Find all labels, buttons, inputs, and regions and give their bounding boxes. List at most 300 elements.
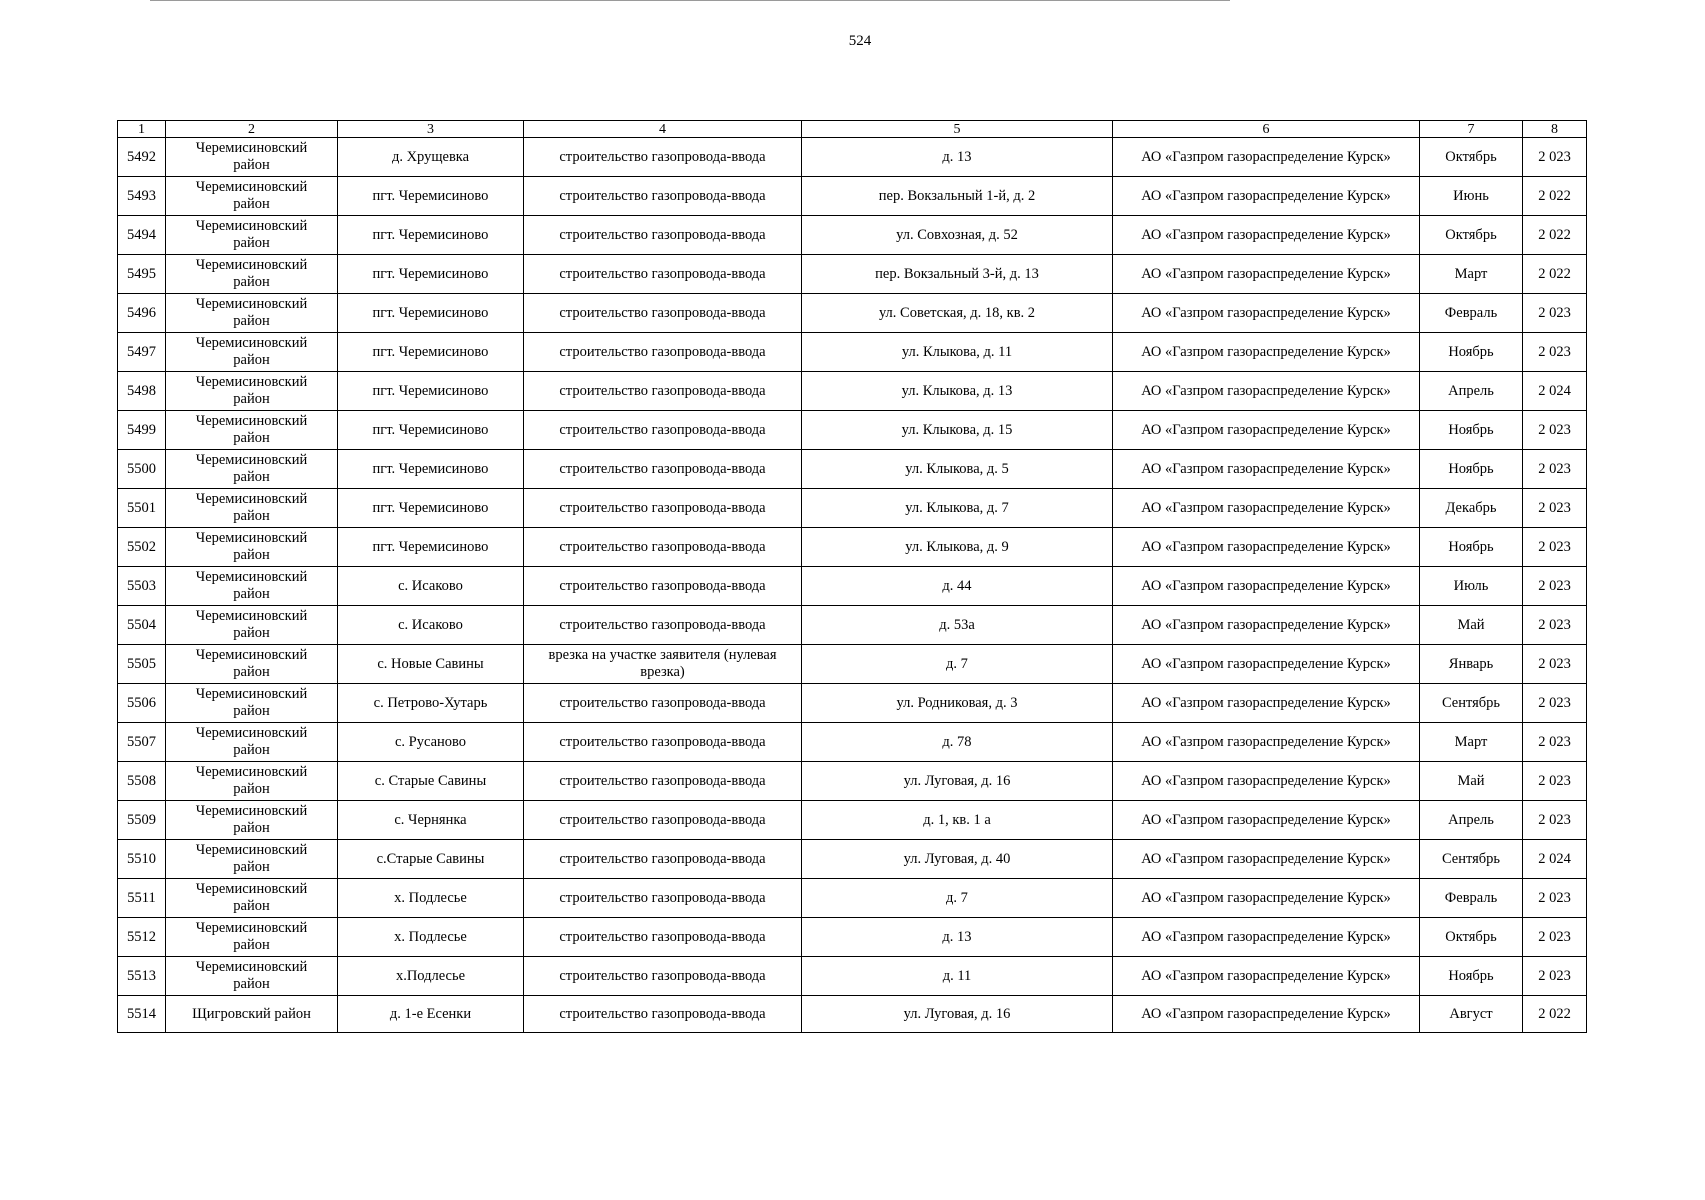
year-cell [1523,684,1587,723]
row-number-cell-text: 5501 [127,499,156,516]
address-cell-text: ул. Клыкова, д. 5 [905,460,1009,477]
year-cell [1523,489,1587,528]
locality-cell [338,450,524,489]
district-cell-line: Черемисиновский [195,842,308,858]
row-number-cell [118,294,166,333]
address-cell [802,879,1113,918]
organization-cell [1113,294,1420,333]
month-cell [1420,762,1523,801]
address-cell-text: ул. Совхозная, д. 52 [896,226,1018,243]
row-number-cell [118,762,166,801]
locality-cell-text: с. Старые Савины [374,772,487,789]
work-type-cell [524,840,802,879]
month-cell [1420,177,1523,216]
district-cell [166,684,338,723]
organization-cell [1113,450,1420,489]
district-cell-line: Черемисиновский [195,959,308,975]
month-cell [1420,567,1523,606]
row-number-cell [118,528,166,567]
organization-cell [1113,606,1420,645]
address-cell-text: ул. Луговая, д. 40 [903,850,1011,867]
table-row [118,801,1587,840]
column-header: 7 [1420,121,1523,138]
month-cell [1420,840,1523,879]
address-cell-text: д. 11 [942,967,972,984]
row-number-cell [118,645,166,684]
locality-cell [338,879,524,918]
locality-cell-text: пгт. Черемисиново [372,421,489,438]
district-cell-line: Черемисиновский [195,296,308,312]
organization-cell-text: АО «Газпром газораспределение Курск» [1141,928,1391,945]
month-cell [1420,996,1523,1033]
district-cell-line: Черемисиновский [195,335,308,351]
row-number-cell [118,840,166,879]
work-type-cell [524,723,802,762]
address-cell-text: ул. Клыкова, д. 7 [905,499,1009,516]
organization-cell-text: АО «Газпром газораспределение Курск» [1141,811,1391,828]
work-type-cell [524,606,802,645]
work-type-cell-line: строительство газопровода-ввода [559,811,766,828]
locality-cell-text: пгт. Черемисиново [372,343,489,360]
organization-cell [1113,333,1420,372]
year-cell [1523,801,1587,840]
district-cell [166,372,338,411]
locality-cell-text: х. Подлесье [394,889,467,906]
address-cell-text: д. 78 [942,733,972,750]
table-row [118,684,1587,723]
work-type-cell [524,294,802,333]
work-type-cell-line: строительство газопровода-ввода [559,304,766,321]
row-number-cell [118,918,166,957]
month-cell-text: Сентябрь [1441,694,1501,711]
address-cell-text: ул. Родниковая, д. 3 [896,694,1018,711]
locality-cell-text: пгт. Черемисиново [372,226,489,243]
district-cell [166,918,338,957]
table-row [118,216,1587,255]
row-number-cell-text: 5500 [127,460,156,477]
locality-cell [338,801,524,840]
district-cell-line: Черемисиновский [195,764,308,780]
year-cell-text: 2 023 [1538,538,1571,555]
locality-cell [338,255,524,294]
address-cell [802,801,1113,840]
address-cell [802,645,1113,684]
year-cell [1523,996,1587,1033]
district-cell-line: район [233,508,270,524]
table-row [118,606,1587,645]
month-cell-text: Декабрь [1445,499,1497,516]
address-cell [802,372,1113,411]
district-cell-line: Черемисиновский [195,452,308,468]
locality-cell [338,606,524,645]
locality-cell-text: с. Чернянка [394,811,467,828]
district-cell [166,645,338,684]
row-number-cell [118,333,166,372]
year-cell-text: 2 023 [1538,889,1571,906]
work-type-cell-line: строительство газопровода-ввода [559,382,766,399]
locality-cell-text: с. Новые Савины [377,655,484,672]
year-cell [1523,216,1587,255]
row-number-cell-text: 5507 [127,733,156,750]
work-type-cell [524,177,802,216]
address-cell-text: ул. Клыкова, д. 15 [901,421,1013,438]
district-cell [166,138,338,177]
address-cell [802,762,1113,801]
table-row [118,450,1587,489]
month-cell-text: Июль [1453,577,1489,594]
month-cell [1420,411,1523,450]
locality-cell-text: пгт. Черемисиново [372,499,489,516]
month-cell [1420,684,1523,723]
locality-cell-text: с. Русаново [394,733,467,750]
district-cell-line: Черемисиновский [195,608,308,624]
row-number-cell [118,372,166,411]
work-type-cell [524,957,802,996]
column-header: 1 [118,121,166,138]
district-cell-line: Черемисиновский [195,140,308,156]
row-number-cell-text: 5512 [127,928,156,945]
work-type-cell-line: строительство газопровода-ввода [559,421,766,438]
column-header: 5 [802,121,1113,138]
month-cell-text: Август [1449,1005,1493,1022]
district-cell-line: район [233,664,270,680]
month-cell [1420,528,1523,567]
address-cell-text: д. 7 [946,655,968,672]
district-cell-line: район [233,742,270,758]
month-cell-text: Ноябрь [1448,460,1494,477]
district-cell-line: район [233,820,270,836]
locality-cell [338,957,524,996]
work-type-cell-line: строительство газопровода-ввода [559,343,766,360]
locality-cell [338,216,524,255]
year-cell [1523,762,1587,801]
address-cell-text: д. 13 [942,148,972,165]
month-cell [1420,489,1523,528]
row-number-cell [118,138,166,177]
district-cell-line: район [233,391,270,407]
row-number-cell-text: 5509 [127,811,156,828]
district-cell-line: район [233,430,270,446]
organization-cell [1113,996,1420,1033]
district-cell-line: район [233,196,270,212]
work-type-cell [524,645,802,684]
organization-cell [1113,684,1420,723]
work-type-cell [524,216,802,255]
district-cell [166,450,338,489]
row-number-cell-text: 5493 [127,187,156,204]
work-type-cell-line: строительство газопровода-ввода [559,1005,766,1022]
year-cell-text: 2 023 [1538,655,1571,672]
district-cell-line: район [233,586,270,602]
locality-cell-text: х.Подлесье [395,967,466,984]
district-cell-line: Черемисиновский [195,530,308,546]
year-cell-text: 2 023 [1538,499,1571,516]
year-cell-text: 2 023 [1538,694,1571,711]
year-cell-text: 2 023 [1538,733,1571,750]
month-cell-text: Октябрь [1445,148,1497,165]
year-cell-text: 2 022 [1538,1005,1571,1022]
row-number-cell [118,489,166,528]
year-cell [1523,528,1587,567]
table-row [118,489,1587,528]
address-cell [802,294,1113,333]
table-row [118,372,1587,411]
organization-cell [1113,177,1420,216]
header-row [118,121,1587,138]
district-cell-line: район [233,313,270,329]
address-cell-text: ул. Клыкова, д. 11 [901,343,1013,360]
address-cell [802,528,1113,567]
work-type-cell-line: строительство газопровода-ввода [559,850,766,867]
row-number-cell-text: 5495 [127,265,156,282]
district-cell [166,528,338,567]
table-row [118,645,1587,684]
district-cell [166,216,338,255]
table-row [118,723,1587,762]
work-type-cell [524,333,802,372]
month-cell-text: Май [1457,772,1485,789]
address-cell-text: д. 13 [942,928,972,945]
year-cell [1523,606,1587,645]
organization-cell-text: АО «Газпром газораспределение Курск» [1141,967,1391,984]
locality-cell-text: пгт. Черемисиново [372,265,489,282]
table-row [118,762,1587,801]
month-cell-text: Март [1454,733,1488,750]
year-cell [1523,840,1587,879]
district-cell-line: район [233,859,270,875]
work-type-cell-line: строительство газопровода-ввода [559,226,766,243]
organization-cell-text: АО «Газпром газораспределение Курск» [1141,226,1391,243]
district-cell-line: район [233,352,270,368]
locality-cell [338,294,524,333]
year-cell-text: 2 023 [1538,967,1571,984]
organization-cell [1113,801,1420,840]
organization-cell [1113,489,1420,528]
address-cell [802,138,1113,177]
district-cell-line: Черемисиновский [195,413,308,429]
year-cell [1523,957,1587,996]
district-cell-line: Щигровский район [192,1005,311,1022]
month-cell-text: Апрель [1448,382,1494,399]
locality-cell [338,372,524,411]
organization-cell-text: АО «Газпром газораспределение Курск» [1141,616,1391,633]
organization-cell-text: АО «Газпром газораспределение Курск» [1141,772,1391,789]
district-cell-line: район [233,703,270,719]
district-cell-line: Черемисиновский [195,569,308,585]
address-cell [802,996,1113,1033]
row-number-cell-text: 5506 [127,694,156,711]
work-type-cell [524,567,802,606]
month-cell [1420,372,1523,411]
district-cell-line: район [233,976,270,992]
row-number-cell [118,957,166,996]
year-cell-text: 2 024 [1538,382,1571,399]
locality-cell [338,762,524,801]
month-cell [1420,450,1523,489]
work-type-cell [524,138,802,177]
row-number-cell-text: 5498 [127,382,156,399]
month-cell-text: Апрель [1448,811,1494,828]
district-cell [166,606,338,645]
table-row [118,567,1587,606]
month-cell [1420,801,1523,840]
district-cell-line: район [233,157,270,173]
work-type-cell [524,762,802,801]
table-row [118,411,1587,450]
organization-cell [1113,411,1420,450]
work-type-cell-line: строительство газопровода-ввода [559,694,766,711]
organization-cell-text: АО «Газпром газораспределение Курск» [1141,499,1391,516]
work-type-cell-line: строительство газопровода-ввода [559,499,766,516]
month-cell-text: Июнь [1453,187,1489,204]
locality-cell [338,645,524,684]
row-number-cell [118,723,166,762]
organization-cell [1113,255,1420,294]
year-cell-text: 2 022 [1538,226,1571,243]
row-number-cell [118,606,166,645]
table-row [118,177,1587,216]
row-number-cell-text: 5503 [127,577,156,594]
year-cell [1523,294,1587,333]
year-cell-text: 2 023 [1538,616,1571,633]
year-cell-text: 2 023 [1538,577,1571,594]
work-type-cell-line: строительство газопровода-ввода [559,538,766,555]
row-number-cell [118,450,166,489]
year-cell-text: 2 023 [1538,811,1571,828]
work-type-cell-line: строительство газопровода-ввода [559,772,766,789]
row-number-cell [118,567,166,606]
locality-cell [338,333,524,372]
address-cell [802,918,1113,957]
top-rule [150,0,1230,1]
address-cell-text: д. 44 [942,577,972,594]
organization-cell [1113,840,1420,879]
address-cell [802,177,1113,216]
work-type-cell [524,684,802,723]
organization-cell-text: АО «Газпром газораспределение Курск» [1141,577,1391,594]
month-cell-text: Ноябрь [1448,967,1494,984]
address-cell-text: д. 1, кв. 1 а [923,811,991,828]
district-cell [166,177,338,216]
organization-cell [1113,216,1420,255]
table-body [118,138,1587,1033]
table-row [118,138,1587,177]
month-cell-text: Март [1454,265,1488,282]
column-header: 8 [1523,121,1587,138]
organization-cell [1113,957,1420,996]
district-cell-line: Черемисиновский [195,686,308,702]
locality-cell [338,567,524,606]
row-number-cell-text: 5510 [127,850,156,867]
work-type-cell [524,879,802,918]
locality-cell-text: д. Хрущевка [391,148,470,165]
organization-cell-text: АО «Газпром газораспределение Курск» [1141,1005,1391,1022]
organization-cell-text: АО «Газпром газораспределение Курск» [1141,382,1391,399]
month-cell-text: Февраль [1444,889,1498,906]
work-type-cell-line: врезка) [640,664,685,680]
district-cell [166,801,338,840]
month-cell-text: Май [1457,616,1485,633]
year-cell-text: 2 023 [1538,928,1571,945]
organization-cell-text: АО «Газпром газораспределение Курск» [1141,850,1391,867]
organization-cell-text: АО «Газпром газораспределение Курск» [1141,304,1391,321]
work-type-cell-line: строительство газопровода-ввода [559,265,766,282]
district-cell-line: Черемисиновский [195,920,308,936]
work-type-cell [524,801,802,840]
row-number-cell-text: 5502 [127,538,156,555]
locality-cell [338,528,524,567]
address-cell-text: ул. Советская, д. 18, кв. 2 [878,304,1036,321]
address-cell [802,840,1113,879]
district-cell-line: Черемисиновский [195,179,308,195]
year-cell [1523,879,1587,918]
organization-cell [1113,138,1420,177]
address-cell [802,723,1113,762]
district-cell [166,957,338,996]
address-cell [802,333,1113,372]
district-cell-line: Черемисиновский [195,881,308,897]
district-cell-line: район [233,235,270,251]
organization-cell [1113,567,1420,606]
district-cell-line: Черемисиновский [195,725,308,741]
work-type-cell [524,411,802,450]
organization-cell-text: АО «Газпром газораспределение Курск» [1141,889,1391,906]
row-number-cell [118,177,166,216]
district-cell [166,840,338,879]
organization-cell [1113,762,1420,801]
year-cell-text: 2 023 [1538,148,1571,165]
month-cell-text: Ноябрь [1448,538,1494,555]
work-type-cell [524,489,802,528]
locality-cell-text: пгт. Черемисиново [372,538,489,555]
address-cell-text: ул. Клыкова, д. 9 [905,538,1009,555]
district-cell-line: район [233,469,270,485]
organization-cell [1113,645,1420,684]
address-cell [802,411,1113,450]
row-number-cell-text: 5494 [127,226,156,243]
row-number-cell-text: 5497 [127,343,156,360]
table-row [118,528,1587,567]
district-cell [166,411,338,450]
year-cell-text: 2 023 [1538,460,1571,477]
organization-cell [1113,372,1420,411]
district-cell-line: Черемисиновский [195,647,308,663]
work-type-cell [524,528,802,567]
work-type-cell-line: строительство газопровода-ввода [559,733,766,750]
address-cell-text: пер. Вокзальный 3-й, д. 13 [875,265,1039,282]
works-table [117,120,1587,1033]
locality-cell [338,411,524,450]
work-type-cell-line: строительство газопровода-ввода [559,187,766,204]
month-cell [1420,138,1523,177]
page-number: 524 [848,33,872,49]
row-number-cell [118,801,166,840]
work-type-cell-line: строительство газопровода-ввода [559,928,766,945]
row-number-cell-text: 5504 [127,616,156,633]
organization-cell-text: АО «Газпром газораспределение Курск» [1141,421,1391,438]
district-cell-line: Черемисиновский [195,803,308,819]
row-number-cell-text: 5496 [127,304,156,321]
district-cell-line: район [233,781,270,797]
district-cell [166,333,338,372]
district-cell [166,723,338,762]
district-cell-line: район [233,274,270,290]
month-cell-text: Октябрь [1445,928,1497,945]
month-cell-text: Ноябрь [1448,343,1494,360]
year-cell [1523,918,1587,957]
year-cell-text: 2 024 [1538,850,1571,867]
locality-cell-text: с. Исаково [398,577,463,594]
